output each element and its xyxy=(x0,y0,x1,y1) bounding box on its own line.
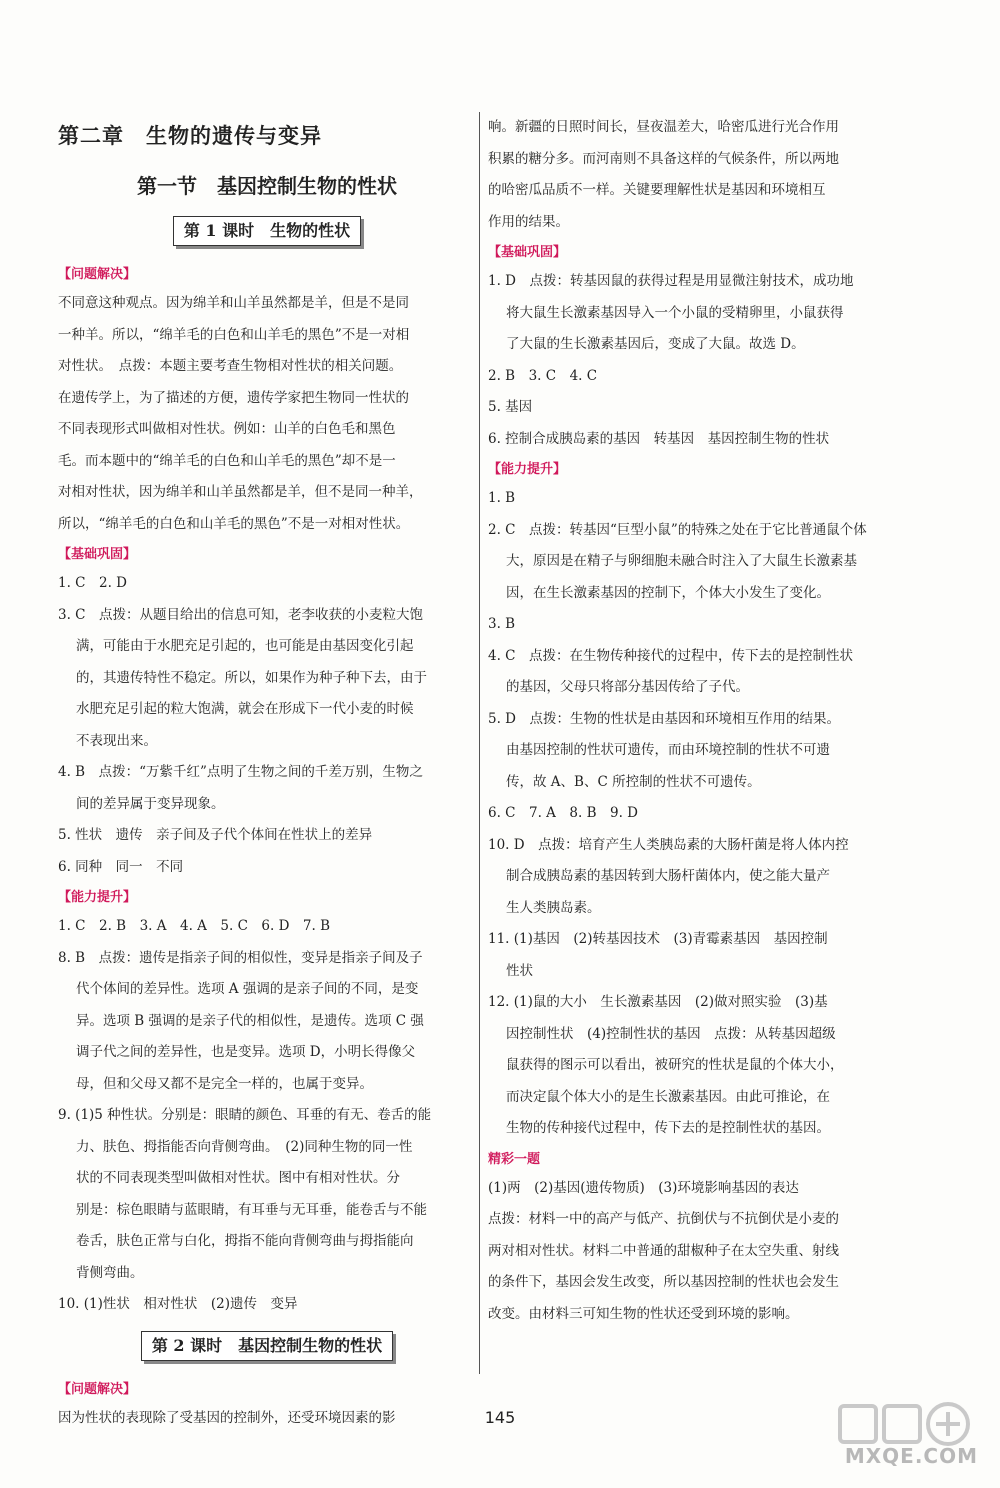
text-line: 不同表现形式叫做相对性状。例如：山羊的白色毛和黑色 xyxy=(58,421,396,437)
lesson-2-heading xyxy=(58,1327,476,1375)
answer-line: 6. C 7. A 8. B 9. D xyxy=(488,805,639,821)
text-line: 传，故 A、B、C 所控制的性状不可遗传。 xyxy=(506,773,761,790)
lesson-2-title: 第 2 课时 基因控制生物的性状 xyxy=(141,1331,393,1361)
text-line: 点拨：材料一中的高产与低产、抗倒伏与不抗倒伏是小麦的 xyxy=(488,1211,839,1227)
answer-line: 1. B xyxy=(488,490,516,506)
tag-ability-improvement-2: 【能力提升】 xyxy=(488,462,567,477)
text-line: 在遗传学上，为了描述的方便，遗传学家把生物同一性状的 xyxy=(58,389,409,406)
text-line: 将大鼠生长激素基因导入一个小鼠的受精卵里，小鼠获得 xyxy=(506,304,844,321)
answer-line: 10. (1)性状 相对性状 (2)遗传 变异 xyxy=(58,1296,298,1312)
text-line: 毛。而本题中的“绵羊毛的白色和山羊毛的黑色”却不是一 xyxy=(58,452,396,469)
answer-line: 6. 同种 同一 不同 xyxy=(58,858,184,875)
left-column xyxy=(58,112,476,1434)
text-line: 制合成胰岛素的基因转到大肠杆菌体内，使之能大量产 xyxy=(506,868,830,884)
answer-line: 12. (1)鼠的大小 生长激素基因 (2)做对照实验 (3)基 xyxy=(488,994,828,1010)
answer-line: 4. C 点拨：在生物传种接代的过程中，传下去的是控制性状 xyxy=(488,647,854,664)
text-line: 的基因，父母只将部分基因传给了子代。 xyxy=(506,679,749,695)
page-number: 145 xyxy=(484,1408,516,1427)
text-line: 一种羊。所以，“绵羊毛的白色和山羊毛的黑色”不是一对相 xyxy=(58,326,410,343)
text-line: 不表现出来。 xyxy=(76,732,157,749)
column-divider xyxy=(479,112,480,1374)
text-line: 因控制性状 (4)控制性状的基因 点拨：从转基因超级 xyxy=(506,1025,836,1042)
text-line: 水肥充足引起的粒大饱满，就会在形成下一代小麦的时候 xyxy=(76,701,414,717)
answer-line: 3. B xyxy=(488,616,516,632)
tag-problem-solving-2: 【问题解决】 xyxy=(58,1381,137,1397)
lesson-1-heading xyxy=(58,212,476,260)
text-line: 响。新疆的日照时间长，昼夜温差大，哈密瓜进行光合作用 xyxy=(488,119,839,135)
answer-line: 6. 控制合成胰岛素的基因 转基因 基因控制生物的性状 xyxy=(488,430,830,447)
answer-line: 9. (1)5 种性状。分别是：眼睛的颜色、耳垂的有无、卷舌的能 xyxy=(58,1107,432,1123)
answer-line: 8. B 点拨：遗传是指亲子间的相似性，变异是指亲子间及子 xyxy=(58,949,423,966)
text-line: 母，但和父母又都不是完全一样的，也属于变异。 xyxy=(76,1075,373,1092)
answer-line: 1. D 点拨：转基因鼠的获得过程是用显微注射技术，成功地 xyxy=(488,273,854,289)
text-line: 对性状。 点拨：本题主要考查生物相对性状的相关问题。 xyxy=(58,358,403,374)
tag-basic-consolidation-2: 【基础巩固】 xyxy=(488,245,567,260)
text-line: 改变。由材料三可知生物的性状还受到环境的影响。 xyxy=(488,1305,799,1322)
text-line: 力、肤色、拇指能否向背侧弯曲。 (2)同种生物的同一性 xyxy=(76,1138,413,1155)
text-line: 两对相对性状。材料二中普通的甜椒种子在太空失重、射线 xyxy=(488,1242,839,1259)
watermark-text: MXQE.COM xyxy=(844,1444,978,1468)
section-title: 第一节 基因控制生物的性状 xyxy=(137,174,397,198)
text-line: 卷舌，肤色正常与白化，拇指不能向背侧弯曲与拇指能向 xyxy=(76,1233,414,1249)
text-line: 的条件下，基因会发生改变，所以基因控制的性状也会发生 xyxy=(488,1274,839,1290)
text-line: 的，其遗传特性不稳定。所以，如果作为种子种下去，由于 xyxy=(76,669,427,686)
tag-basic-consolidation: 【基础巩固】 xyxy=(58,547,137,562)
text-line: 鼠获得的图示可以看出，被研究的性状是鼠的个体大小， xyxy=(506,1057,844,1073)
right-column xyxy=(488,112,906,1330)
text-line: 调子代之间的差异性，也是变异。选项 D，小明长得像父 xyxy=(76,1044,416,1060)
text-line: 的哈密瓜品质不一样。关键要理解性状是基因和环境相互 xyxy=(488,182,826,198)
text-line: 作用的结果。 xyxy=(488,213,569,230)
answer-line: (1)两 (2)基因(遗传物质) (3)环境影响基因的表达 xyxy=(488,1179,799,1196)
text-line: 背侧弯曲。 xyxy=(76,1264,144,1281)
chapter-title: 第二章 生物的遗传与变异 xyxy=(58,123,322,148)
text-line: 由基因控制的性状可遗传，而由环境控制的性状不可遗 xyxy=(506,742,830,758)
text-line: 因为性状的表现除了受基因的控制外，还受环境因素的影 xyxy=(58,1409,396,1426)
answer-line: 4. B 点拨：“万紫千红”点明了生物之间的千差万别，生物之 xyxy=(58,764,423,780)
text-line: 生物的传种接代过程中，传下去的是控制性状的基因。 xyxy=(506,1120,830,1136)
text-line: 积累的糖分多。而河南则不具备这样的气候条件，所以两地 xyxy=(488,150,839,167)
answer-line: 3. C 点拨：从题目给出的信息可知，老李收获的小麦粒大饱 xyxy=(58,606,424,623)
tag-problem-solving: 【问题解决】 xyxy=(58,267,137,282)
text-line: 异。选项 B 强调的是亲子代的相似性，是遗传。选项 C 强 xyxy=(76,1012,424,1029)
text-line: 代个体间的差异性。选项 A 强调的是亲子间的不同，是变 xyxy=(76,981,419,997)
text-line: 而决定鼠个体大小的是生长激素基因。由此可推论，在 xyxy=(506,1088,830,1105)
answer-line: 5. 基因 xyxy=(488,399,533,415)
tag-highlight-question: 精彩一题 xyxy=(488,1151,541,1167)
answer-line: 2. C 点拨：转基因“巨型小鼠”的特殊之处在于它比普通鼠个体 xyxy=(488,521,867,538)
answer-line: 1. C 2. D xyxy=(58,575,127,591)
text-line: 别是：棕色眼睛与蓝眼睛，有耳垂与无耳垂，能卷舌与不能 xyxy=(76,1201,427,1218)
answer-line: 10. D 点拨：培育产生人类胰岛素的大肠杆菌是将人体内控 xyxy=(488,836,849,853)
answer-line: 5. 性状 遗传 亲子间及子代个体间在性状上的差异 xyxy=(58,827,373,843)
answer-line: 2. B 3. C 4. C xyxy=(488,367,598,384)
text-line: 了大鼠的生长激素基因后，变成了大鼠。故选 D。 xyxy=(506,336,805,352)
text-line: 不同意这种观点。因为绵羊和山羊虽然都是羊，但是不是同 xyxy=(58,295,409,311)
text-line: 满，可能由于水肥充足引起的，也可能是由基因变化引起 xyxy=(76,638,414,654)
text-line: 生人类胰岛素。 xyxy=(506,899,601,916)
answer-line: 1. C 2. B 3. A 4. A 5. C 6. D 7. B xyxy=(58,918,331,934)
text-line: 性状 xyxy=(506,962,533,979)
text-line: 间的差异属于变异现象。 xyxy=(76,795,225,812)
answer-line: 11. (1)基因 (2)转基因技术 (3)青霉素基因 基因控制 xyxy=(488,931,828,947)
tag-ability-improvement: 【能力提升】 xyxy=(58,890,137,905)
text-line: 所以，“绵羊毛的白色和山羊毛的黑色”不是一对相对性状。 xyxy=(58,515,410,532)
text-line: 状的不同表现类型叫做相对性状。图中有相对性状。分 xyxy=(76,1170,400,1186)
text-line: 因，在生长激素基因的控制下，个体大小发生了变化。 xyxy=(506,584,830,601)
text-line: 大，原因是在精子与卵细胞未融合时注入了大鼠生长激素基 xyxy=(506,553,857,569)
lesson-1-title: 第 1 课时 生物的性状 xyxy=(173,216,361,246)
answer-line: 5. D 点拨：生物的性状是由基因和环境相互作用的结果。 xyxy=(488,710,840,727)
text-line: 对相对性状，因为绵羊和山羊虽然都是羊，但不是同一种羊， xyxy=(58,484,423,500)
